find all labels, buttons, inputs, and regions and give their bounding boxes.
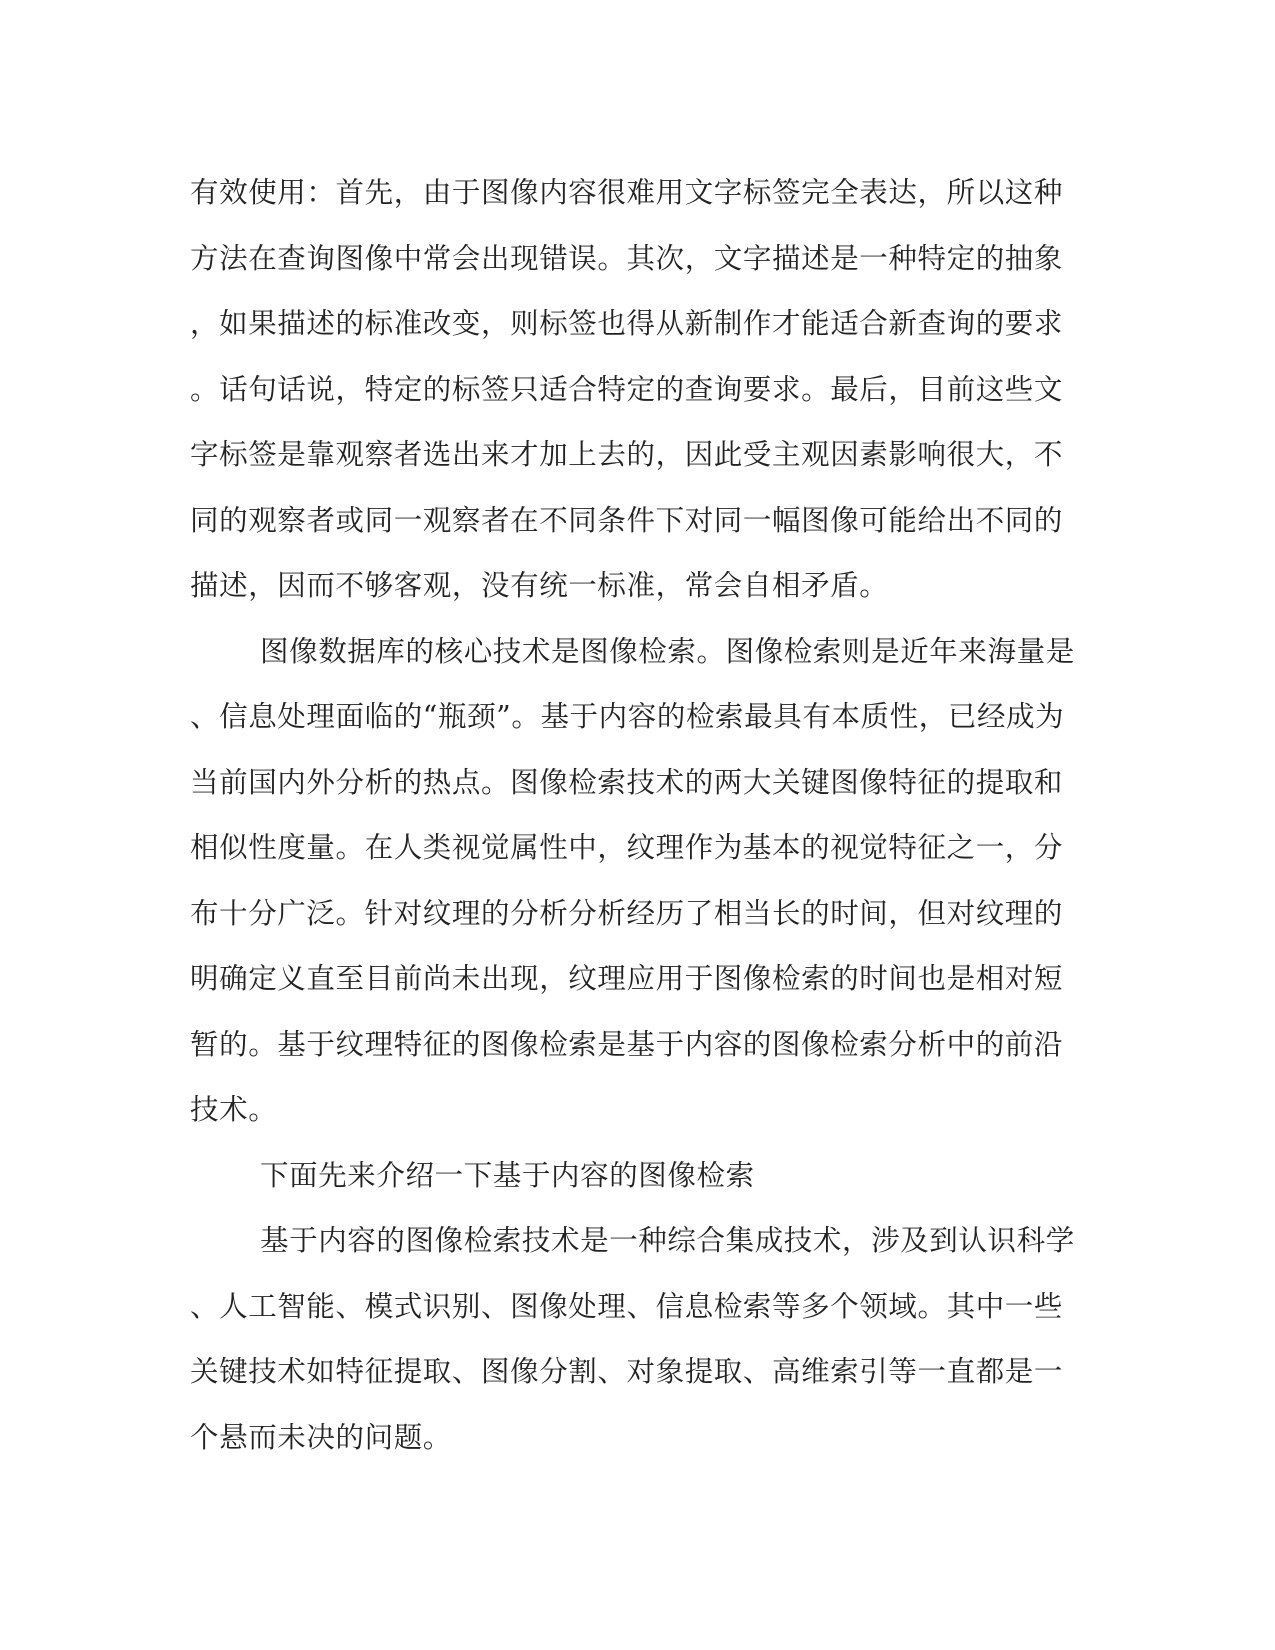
text-line: 基于内容的图像检索技术是一种综合集成技术，涉及到认识科学	[260, 1224, 1075, 1257]
text-line: 字标签是靠观察者选出来才加上去的，因此受主观因素影响很大，不	[190, 438, 1064, 471]
document-body	[190, 160, 1075, 1470]
text-line: ，如果描述的标准改变，则标签也得从新制作才能适合新查询的要求	[190, 307, 1064, 340]
paragraph-4	[190, 1208, 1075, 1470]
paragraph-3	[190, 1143, 1070, 1209]
paragraph-1	[190, 160, 1070, 619]
text-line: 。话句话说，特定的标签只适合特定的查询要求。最后，目前这些文	[190, 372, 1064, 406]
text-line: 相似性度量。在人类视觉属性中，纹理作为基本的视觉特征之一，分	[190, 831, 1064, 864]
text-line: 图像数据库的核心技术是图像检索。图像检索则是近年来海量是	[260, 634, 1075, 668]
text-line: 个悬而未决的问题。	[190, 1420, 452, 1454]
text-line: 关键技术如特征提取、图像分割、对象提取、高维索引等一直都是一	[190, 1355, 1064, 1388]
text-line: 技术。	[190, 1093, 278, 1126]
text-line: 下面先来介绍一下基于内容的图像检索	[260, 1158, 755, 1192]
text-line: 有效使用：首先，由于图像内容很难用文字标签完全表达，所以这种	[190, 176, 1064, 209]
text-line: 暂的。基于纹理特征的图像检索是基于内容的图像检索分析中的前沿	[190, 1027, 1064, 1061]
text-line: 方法在查询图像中常会出现错误。其次，文字描述是一种特定的抽象	[190, 241, 1064, 275]
text-line: 同的观察者或同一观察者在不同条件下对同一幅图像可能给出不同的	[190, 503, 1064, 537]
text-line: 描述，因而不够客观，没有统一标准，常会自相矛盾。	[190, 569, 889, 602]
text-line: 明确定义直至目前尚未出现，纹理应用于图像检索的时间也是相对短	[190, 962, 1064, 995]
text-line: 、信息处理面临的“瓶颈”。基于内容的检索最具有本质性，已经成为	[190, 700, 1065, 733]
text-line: 、人工智能、模式识别、图像处理、信息检索等多个领域。其中一些	[190, 1289, 1064, 1323]
paragraph-2	[190, 619, 1075, 1143]
text-line: 布十分广泛。针对纹理的分析分析经历了相当长的时间，但对纹理的	[190, 896, 1064, 930]
text-line: 当前国内外分析的热点。图像检索技术的两大关键图像特征的提取和	[190, 765, 1064, 799]
